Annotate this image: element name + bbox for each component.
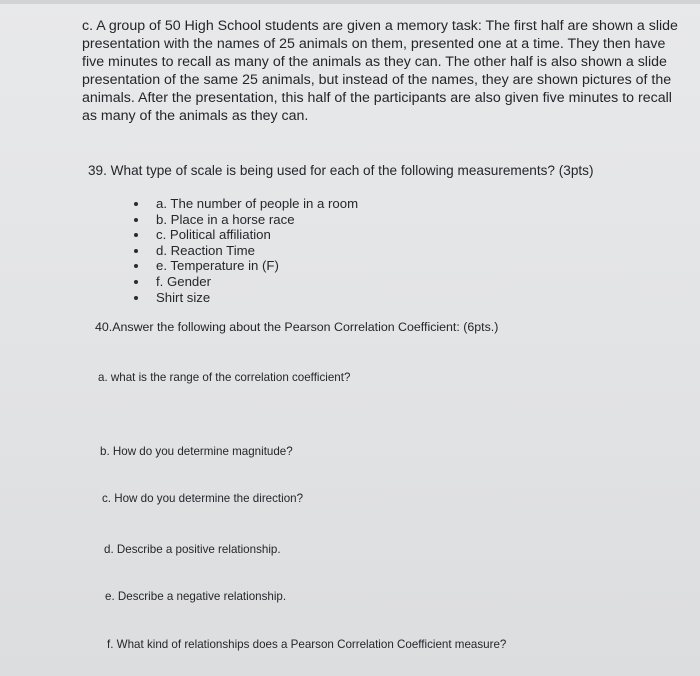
question-40-part-b: b. How do you determine magnitude?: [100, 445, 293, 458]
bullet-icon: [134, 280, 138, 284]
list-item: [132, 290, 358, 306]
list-item-label: e. Temperature in (F): [156, 258, 279, 274]
bullet-icon: [134, 218, 138, 222]
list-item: [132, 227, 358, 243]
passage-line: c. A group of 50 High School students are given a memory task: The first half are shown a slide: [82, 18, 678, 34]
passage-line: five minutes to recall as many of the animals as they can. The other half is also shown a slide: [82, 54, 667, 70]
passage-line: presentation of the same 25 animals, but instead of the names, they are shown pictures of the: [82, 72, 672, 88]
question-40-part-e: e. Describe a negative relationship.: [105, 590, 287, 603]
question-40-part-c: c. How do you determine the direction?: [102, 492, 304, 505]
list-item-label: b. Place in a horse race: [156, 211, 295, 227]
bullet-icon: [134, 233, 138, 237]
passage-line: animals. After the presentation, this half of the participants are also given five minutes to recall: [82, 90, 672, 106]
question-39-prompt: 39. What type of scale is being used for each of the following measurements? (3pts): [88, 163, 594, 178]
question-40-part-d: d. Describe a positive relationship.: [104, 543, 281, 556]
list-item-label: c. Political affiliation: [156, 227, 271, 243]
page-top-edge: [0, 0, 700, 4]
list-item: [132, 243, 358, 259]
list-item-label: Shirt size: [156, 289, 211, 305]
question-40-part-a: a. what is the range of the correlation coefficient?: [98, 371, 351, 384]
bullet-icon: [134, 296, 138, 300]
list-item-label: a. The number of people in a room: [156, 196, 359, 211]
measurement-list: [132, 196, 358, 305]
list-item: [132, 258, 358, 274]
list-item: [132, 212, 358, 228]
passage-line: presentation with the names of 25 animals on them, presented one at a time. They then have: [82, 36, 666, 52]
bullet-icon: [134, 202, 138, 206]
list-item: [132, 274, 358, 290]
list-item-label: d. Reaction Time: [156, 242, 255, 258]
question-40-part-f: f. What kind of relationships does a Pearson Correlation Coefficient measure?: [107, 638, 507, 651]
list-item-label: f. Gender: [156, 273, 211, 289]
memory-task-passage: [82, 17, 678, 125]
passage-line: as many of the animals as they can.: [82, 108, 309, 124]
bullet-icon: [134, 249, 138, 253]
list-item: [132, 196, 358, 212]
question-40-prompt: 40.Answer the following about the Pearson Correlation Coefficient: (6pts.): [95, 320, 499, 334]
bullet-icon: [134, 264, 138, 268]
